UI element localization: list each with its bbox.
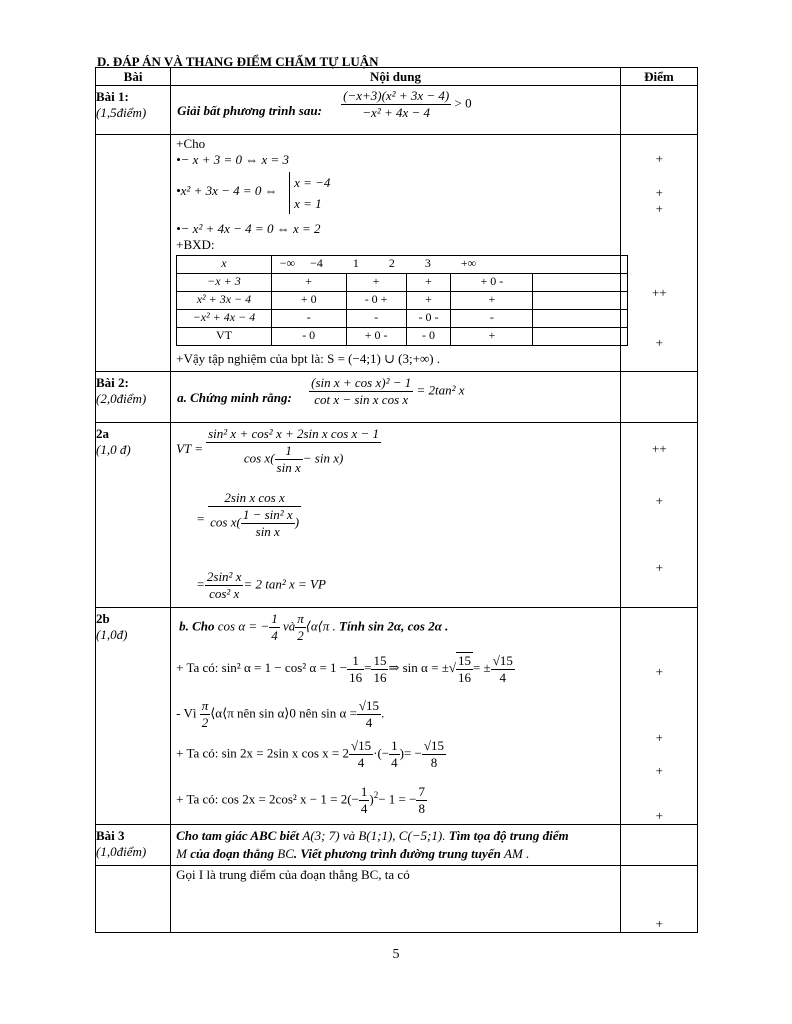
- b2b-q-num: 1: [271, 611, 278, 626]
- b2b-prompt-tinh: Tính: [339, 618, 366, 634]
- bai1-label: Bài 1:: [96, 89, 129, 104]
- score-mark: +: [655, 763, 664, 778]
- b2b-label: 2b: [96, 611, 110, 626]
- b2b-l4-b: − 1 = −: [378, 791, 417, 807]
- b2b-l4-fd: 4: [360, 801, 368, 816]
- b2a-points: (1,0 đ): [96, 442, 131, 457]
- b2b-row: [96, 608, 698, 825]
- b2b-l1-eq: =: [364, 659, 372, 675]
- bai2-row: [96, 372, 698, 423]
- b2b-l4-f2d: 8: [418, 801, 425, 816]
- bai1-points: (1,5điểm): [96, 105, 147, 120]
- b2b-l1-b: ⇒ sin α = ±: [388, 659, 449, 675]
- b2b-l4-fn: 1: [360, 784, 368, 799]
- sign-cell: + 0 -: [451, 274, 533, 292]
- b2a-label: 2a: [96, 426, 109, 441]
- score-mark: ++: [652, 441, 667, 456]
- bai1-line-a: •− x + 3 = 0 ⇔ x = 3: [176, 152, 290, 167]
- b2b-l3-f2d: 4: [391, 755, 398, 770]
- sign-table-row: [177, 310, 628, 328]
- b2b-l3-a: + Ta có: sin 2x = 2sin x cos x = 2: [176, 745, 349, 761]
- bai2-label: Bài 2:: [96, 375, 129, 390]
- b2a-f1-inner-num: 1: [285, 443, 292, 458]
- section-title: D. ĐÁP ÁN VÀ THANG ĐIỂM CHẤM TỰ LUẬN: [97, 54, 379, 69]
- sign-cell: VT: [177, 328, 272, 346]
- b2b-prompt-cos: cos α = −: [217, 618, 270, 634]
- bai1-line-b: •x² + 3x − 4 = 0 ⇔: [176, 183, 278, 198]
- score-mark: +: [655, 916, 664, 931]
- sign-cell: + 0 -: [346, 328, 406, 346]
- score-mark: +: [655, 560, 664, 575]
- sign-cell: - 0 -: [406, 310, 451, 328]
- b2b-prompt-a: b. Cho: [179, 618, 215, 634]
- bai2-points: (2,0điểm): [96, 391, 147, 406]
- b2b-l3-f2n: 1: [391, 738, 398, 753]
- score-mark: +: [655, 151, 664, 166]
- sign-cell: −x + 3: [177, 274, 272, 292]
- bai3-row: [96, 825, 698, 866]
- b2b-l1-c: = ±: [472, 659, 491, 675]
- b2a-f2-num: 2sin x cos x: [224, 490, 285, 505]
- sign-cell: - 0 +: [346, 292, 406, 310]
- sign-cell: -: [271, 310, 346, 328]
- score-mark: +: [655, 493, 664, 508]
- b2a-f1-den-a: cos x: [243, 450, 271, 466]
- sign-table-row: [177, 256, 628, 274]
- b2b-l3-f3d: 8: [422, 754, 446, 771]
- b2b-l1-f1n: 1: [352, 652, 359, 668]
- b2b-pi-den: 2: [295, 627, 306, 644]
- score-mark: +: [655, 185, 664, 200]
- page-number: 5: [392, 947, 400, 962]
- bai2-eq-num: (sin x + cos x)² − 1: [311, 375, 412, 390]
- b2b-l1-f2d: 16: [373, 669, 387, 685]
- sign-cell: +: [406, 292, 451, 310]
- b2b-prompt: [179, 611, 448, 644]
- bai3-p1-c: Tìm tọa độ trung điểm: [448, 828, 569, 843]
- bai1-ineq-den: −x² + 4x − 4: [341, 104, 451, 121]
- b2b-l3-b: ·: [373, 745, 378, 761]
- b2b-line4: + Ta có: cos 2x = 2cos² x − 1 = 2(− $\frac{1}{4}$ )$^2$− 1 = − $\frac{7}{8}$: [176, 784, 425, 816]
- bai2-eq-den: cot x − sin x cos x: [309, 391, 413, 408]
- bai3-answer-row: [96, 866, 698, 933]
- b2a-frac2: 2sin x cos x cos x( $\frac{\text{1 − sin² x}}{\text{sin x}}$ ): [210, 490, 300, 539]
- b2b-l1-f1d: 16: [349, 669, 363, 685]
- sign-cell: −x² + 4x − 4: [177, 310, 272, 328]
- score-mark: +: [655, 201, 664, 216]
- b2b-l2-a: - Vì: [176, 705, 197, 721]
- b2b-l4-f2n: 7: [418, 784, 425, 799]
- sign-table: [176, 255, 628, 346]
- b2b-l1-f3n: √15: [492, 652, 513, 668]
- score-mark: +: [655, 808, 664, 823]
- sign-cell: x: [177, 256, 272, 274]
- sign-cell: - 0: [406, 328, 451, 346]
- b2a-f2-den-a: cos x: [210, 514, 237, 530]
- bai1-root-1: x = −4: [294, 175, 331, 190]
- bai3-p2-e: AM .: [504, 846, 530, 861]
- bai3-p2-c: BC: [277, 846, 294, 861]
- bai2-prompt: a. Chứng minh rằng:: [177, 390, 292, 405]
- b2b-line3: + Ta có: sin 2x = 2sin x cos x = 2 $\frac{√15}{4}$ ·(− $\frac{1}{4}$ )= − $\frac{√15}{8}$: [176, 738, 445, 770]
- b2b-prompt-va: và: [282, 618, 296, 634]
- b2a-frac3: = $\frac{\text{2sin² x}}{\text{cos² x}}$ = 2 tan² x = VP: [196, 569, 326, 601]
- bai1-ineq-num: (−x+3)(x² + 3x − 4): [343, 88, 450, 103]
- bai1-line-c: •− x² + 4x − 4 = 0 ⇔ x = 2: [176, 221, 321, 236]
- sign-cell: -: [346, 310, 406, 328]
- bai1-bxd-label: +BXD:: [176, 237, 215, 252]
- sign-cell: +: [406, 274, 451, 292]
- b2a-row: [96, 423, 698, 608]
- score-mark: +: [655, 730, 664, 745]
- bai1-prompt: Giải bất phương trình sau:: [177, 103, 322, 118]
- b2b-pi-num: π: [297, 611, 304, 626]
- score-mark: +: [655, 335, 664, 350]
- b2a-f1-inner-den: sin x: [276, 460, 301, 475]
- bai3-label: Bài 3: [96, 828, 125, 843]
- b2a-f3-num: 2sin² x: [206, 569, 242, 584]
- b2a-f3-rhs: = 2 tan² x = VP: [243, 576, 326, 592]
- header-noidung: Nội dung: [171, 68, 621, 86]
- bai3-p2-a: M: [176, 846, 187, 861]
- bai1-roots: [289, 172, 330, 214]
- sign-cell: +: [346, 274, 406, 292]
- b2b-l3-f1d: 4: [349, 754, 373, 771]
- header-diem: Điểm: [620, 68, 697, 86]
- bai3-p2-b: của đoạn thẳng: [190, 846, 275, 861]
- b2a-f3-den: cos² x: [205, 585, 244, 602]
- bai3-prompt-line2: [176, 846, 529, 862]
- bai1-root-2: x = 1: [294, 196, 322, 211]
- bai1-row: [96, 86, 698, 135]
- bai1-ineq-rhs: > 0: [454, 95, 472, 111]
- b2a-f1-num: sin² x + cos² x + 2sin x cos x − 1: [208, 426, 380, 441]
- b2b-prompt-range: ⟨α⟨π .: [305, 618, 336, 634]
- sign-table-row: [177, 292, 628, 310]
- b2b-l1-f2n: 15: [373, 652, 387, 668]
- b2a-frac1: sin² x + cos² x + 2sin x cos x − 1 cos x( $\frac{1}{\text{sin x}}$ − sin x): [208, 426, 380, 475]
- bai1-solution-row: [96, 135, 698, 372]
- b2a-f2-inner-num: 1 − sin² x: [242, 507, 293, 522]
- b2b-l2-pin: π: [201, 698, 209, 713]
- table-header-row: [96, 68, 698, 86]
- b2b-line2: - Vì $\frac{\pi}{2}$ ⟨α⟨π nên sin α⟩0 nên sin α = $\frac{√15}{4}$ .: [176, 698, 385, 730]
- b2b-l1-sqn: 15: [457, 653, 471, 668]
- b2b-points: (1,0đ): [96, 627, 128, 642]
- b2b-l2-fd: 4: [357, 714, 381, 731]
- bai3-prompt-line1: [176, 828, 569, 844]
- b2b-q-den: 4: [271, 628, 278, 643]
- b2b-line1: + Ta có: sin² α = 1 − cos² α = 1 − $\frac{1}{16}$ = $\frac{15}{16}$ ⇒ sin α = ±√ $\frac{15}{16}$ = ± $\frac{√15}{4}$: [176, 652, 513, 685]
- b2b-l2-fn: √15: [358, 698, 380, 713]
- b2b-l1-sqd: 16: [457, 670, 471, 685]
- b2a-vt: VT =: [176, 441, 204, 456]
- b2a-f2-inner-den: sin x: [241, 523, 295, 540]
- sign-cell: +: [451, 328, 533, 346]
- bai3-points: (1,0điểm): [96, 844, 147, 859]
- b2b-l3-c: = −: [403, 745, 422, 761]
- b2b-l2-b: ⟨α⟨π nên sin α⟩0 nên sin α =: [210, 705, 357, 721]
- bai1-conclusion: +Vậy tập nghiệm của bpt là: S = (−4;1) ∪ (3;+∞) .: [176, 351, 441, 366]
- answer-table: [95, 67, 698, 933]
- sign-cell: +: [451, 292, 533, 310]
- bai3-answer: Gọi I là trung điểm của đoạn thẳng BC, ta có: [176, 867, 410, 882]
- bai3-p2-d: . Viết phương trình đường trung tuyến: [293, 846, 501, 861]
- b2b-l1-a: + Ta có: sin² α = 1 − cos² α = 1 −: [176, 659, 348, 675]
- sign-cell: −∞ −4 1 2 3 +∞: [271, 256, 627, 274]
- sign-cell: -: [451, 310, 533, 328]
- b2a-f1-inner-rest: − sin x: [302, 450, 339, 466]
- header-bai: Bài: [96, 68, 171, 86]
- b2a-eq: =: [196, 511, 205, 526]
- bai1-cho: +Cho: [176, 136, 206, 151]
- score-mark: +: [655, 664, 664, 679]
- b2b-prompt-end: sin 2α, cos 2α .: [368, 618, 449, 634]
- b2b-l2-pid: 2: [200, 714, 211, 731]
- bai3-p1-a: Cho tam giác ABC biết: [176, 828, 300, 843]
- sign-cell: +: [271, 274, 346, 292]
- bai2-eq-rhs: = 2tan² x: [416, 382, 465, 398]
- b2b-l3-f1n: √15: [350, 738, 372, 753]
- bai3-p1-b: A(3; 7) và B(1;1), C(−5;1).: [302, 828, 446, 843]
- bai2-equation: [309, 375, 464, 408]
- b2b-l4-a: + Ta có: cos 2x = 2cos² x − 1 = 2: [176, 791, 348, 807]
- sign-cell: + 0: [271, 292, 346, 310]
- score-mark: ++: [652, 285, 667, 300]
- b2b-l3-f3n: √15: [423, 738, 445, 753]
- bai1-inequality: [341, 88, 471, 121]
- sign-cell: - 0: [271, 328, 346, 346]
- sign-table-row: [177, 328, 628, 346]
- b2b-l1-f3d: 4: [491, 669, 515, 686]
- sign-table-row: [177, 274, 628, 292]
- sign-cell: x² + 3x − 4: [177, 292, 272, 310]
